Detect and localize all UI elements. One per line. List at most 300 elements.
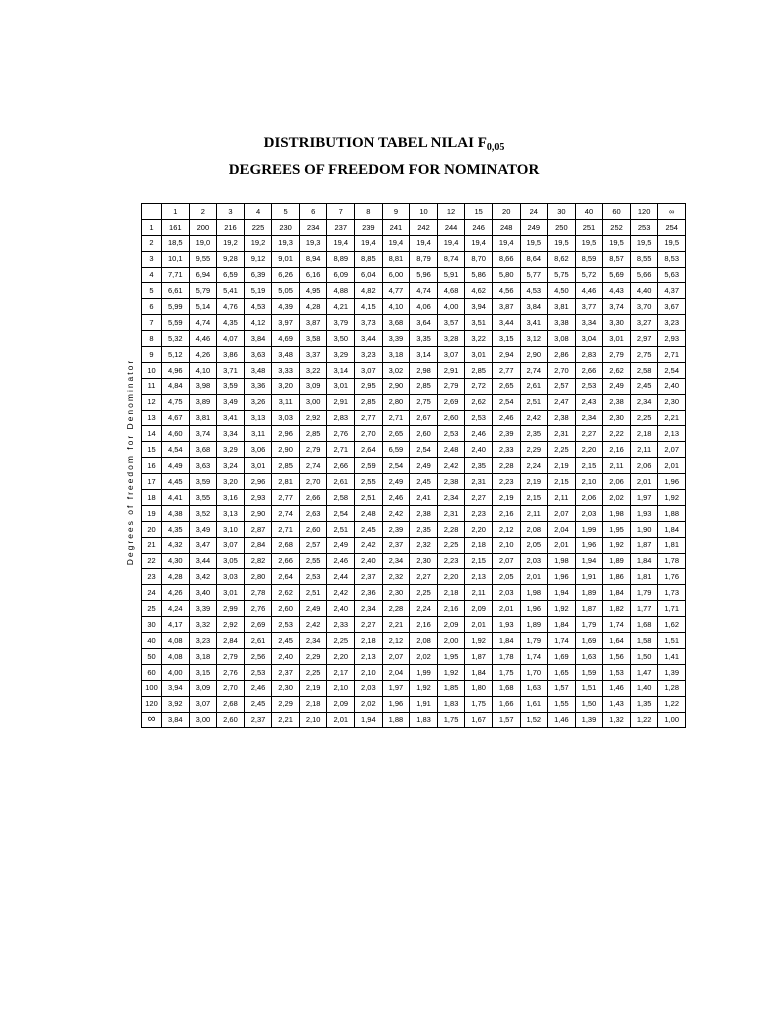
table-cell: 19,5	[548, 235, 576, 251]
table-cell: 2,60	[272, 601, 300, 617]
table-cell: 2,04	[548, 521, 576, 537]
table-cell: 1,80	[465, 680, 493, 696]
table-cell: 2,19	[520, 474, 548, 490]
table-cell: 3,41	[217, 410, 245, 426]
table-cell: 2,19	[299, 680, 327, 696]
table-cell: 19,0	[189, 235, 217, 251]
table-cell: 3,94	[162, 680, 190, 696]
table-cell: 2,60	[217, 712, 245, 728]
table-cell: 3,86	[217, 347, 245, 363]
table-cell: 4,07	[217, 331, 245, 347]
table-cell: 4,17	[162, 617, 190, 633]
table-cell: 3,81	[189, 410, 217, 426]
table-cell: 1,91	[410, 696, 438, 712]
table-cell: 2,74	[272, 505, 300, 521]
table-cell: 3,39	[382, 331, 410, 347]
row-header: 2	[142, 235, 162, 251]
table-row	[142, 251, 686, 267]
table-cell: 9,12	[244, 251, 272, 267]
table-row	[142, 712, 686, 728]
table-cell: 2,72	[465, 378, 493, 394]
table-cell: 5,19	[244, 283, 272, 299]
table-cell: 2,71	[327, 442, 355, 458]
table-cell: 1,92	[465, 633, 493, 649]
table-cell: 4,30	[162, 553, 190, 569]
table-cell: 6,59	[382, 442, 410, 458]
table-cell: 1,63	[575, 648, 603, 664]
row-header: 17	[142, 474, 162, 490]
table-cell: 3,70	[630, 299, 658, 315]
table-cell: 2,39	[382, 521, 410, 537]
table-cell: 4,46	[575, 283, 603, 299]
table-cell: 2,40	[465, 442, 493, 458]
table-cell: 244	[437, 219, 465, 235]
table-cell: 1,22	[658, 696, 686, 712]
table-cell: 2,03	[355, 680, 383, 696]
table-cell: 239	[355, 219, 383, 235]
table-cell: 2,25	[548, 442, 576, 458]
table-cell: 2,18	[355, 633, 383, 649]
table-cell: 3,77	[575, 299, 603, 315]
table-cell: 19,4	[355, 235, 383, 251]
table-cell: 3,23	[658, 315, 686, 331]
table-cell: 3,44	[355, 331, 383, 347]
table-row	[142, 696, 686, 712]
row-header: 4	[142, 267, 162, 283]
table-cell: 2,25	[437, 537, 465, 553]
table-cell: 3,58	[299, 331, 327, 347]
table-row	[142, 410, 686, 426]
table-cell: 2,96	[244, 474, 272, 490]
table-cell: 2,40	[658, 378, 686, 394]
table-cell: 2,62	[272, 585, 300, 601]
table-cell: 6,94	[189, 267, 217, 283]
table-cell: 2,78	[244, 585, 272, 601]
table-cell: 5,32	[162, 331, 190, 347]
table-cell: 2,51	[355, 490, 383, 506]
table-cell: 3,12	[520, 331, 548, 347]
table-cell: 8,53	[658, 251, 686, 267]
table-cell: 1,50	[575, 696, 603, 712]
table-cell: 2,20	[575, 442, 603, 458]
table-cell: 1,91	[575, 569, 603, 585]
table-cell: 4,21	[327, 299, 355, 315]
table-cell: 8,62	[548, 251, 576, 267]
header-row	[142, 204, 686, 220]
table-cell: 2,44	[327, 569, 355, 585]
table-cell: 4,41	[162, 490, 190, 506]
table-cell: 2,20	[327, 648, 355, 664]
table-cell: 2,12	[382, 633, 410, 649]
table-cell: 1,96	[658, 474, 686, 490]
table-cell: 1,40	[630, 680, 658, 696]
table-cell: 2,46	[244, 680, 272, 696]
table-cell: 2,45	[355, 521, 383, 537]
table-cell: 4,77	[382, 283, 410, 299]
table-cell: 6,61	[162, 283, 190, 299]
table-cell: 1,22	[630, 712, 658, 728]
table-cell: 3,37	[299, 347, 327, 363]
table-cell: 1,87	[575, 601, 603, 617]
table-cell: 1,92	[548, 601, 576, 617]
table-cell: 2,25	[327, 633, 355, 649]
table-cell: 8,55	[630, 251, 658, 267]
table-cell: 1,67	[465, 712, 493, 728]
table-cell: 2,34	[355, 601, 383, 617]
table-cell: 2,53	[244, 664, 272, 680]
table-cell: 4,28	[299, 299, 327, 315]
table-cell: 1,84	[492, 633, 520, 649]
table-cell: 2,85	[355, 394, 383, 410]
table-cell: 3,81	[548, 299, 576, 315]
table-cell: 2,80	[382, 394, 410, 410]
table-cell: 2,81	[272, 474, 300, 490]
table-cell: 2,28	[437, 521, 465, 537]
table-cell: 1,92	[603, 537, 631, 553]
table-cell: 2,37	[382, 537, 410, 553]
row-header: 19	[142, 505, 162, 521]
table-cell: 2,00	[437, 633, 465, 649]
table-cell: 2,80	[244, 569, 272, 585]
row-header: 21	[142, 537, 162, 553]
column-header: 8	[355, 204, 383, 220]
table-cell: 2,77	[492, 362, 520, 378]
table-cell: 2,90	[272, 442, 300, 458]
table-cell: 2,11	[548, 490, 576, 506]
table-cell: 5,86	[465, 267, 493, 283]
table-cell: 2,37	[244, 712, 272, 728]
table-cell: 1,61	[520, 696, 548, 712]
table-cell: 3,36	[244, 378, 272, 394]
table-cell: 2,31	[465, 474, 493, 490]
table-cell: 2,16	[437, 601, 465, 617]
table-cell: 2,38	[603, 394, 631, 410]
table-cell: 2,68	[272, 537, 300, 553]
table-cell: 5,05	[272, 283, 300, 299]
table-cell: 19,2	[244, 235, 272, 251]
table-cell: 2,21	[382, 617, 410, 633]
table-cell: 19,4	[327, 235, 355, 251]
table-cell: 1,89	[603, 553, 631, 569]
table-cell: 2,75	[630, 347, 658, 363]
table-cell: 1,74	[603, 617, 631, 633]
table-cell: 2,66	[299, 490, 327, 506]
table-cell: 237	[327, 219, 355, 235]
table-cell: 2,61	[244, 633, 272, 649]
table-cell: 2,61	[520, 378, 548, 394]
table-cell: 2,06	[575, 490, 603, 506]
table-cell: 8,64	[520, 251, 548, 267]
table-cell: 2,54	[327, 505, 355, 521]
title-subscript: 0,05	[486, 142, 505, 153]
table-cell: 2,55	[299, 553, 327, 569]
table-cell: 2,58	[630, 362, 658, 378]
table-cell: 9,28	[217, 251, 245, 267]
table-cell: 5,99	[162, 299, 190, 315]
table-cell: 2,19	[492, 490, 520, 506]
table-cell: 2,04	[382, 664, 410, 680]
table-cell: 3,07	[217, 537, 245, 553]
table-cell: 19,3	[299, 235, 327, 251]
table-cell: 1,52	[520, 712, 548, 728]
row-header: 22	[142, 553, 162, 569]
table-cell: 4,43	[603, 283, 631, 299]
table-cell: 3,84	[162, 712, 190, 728]
table-cell: 1,64	[603, 633, 631, 649]
row-header: 120	[142, 696, 162, 712]
table-cell: 1,88	[382, 712, 410, 728]
column-header: 5	[272, 204, 300, 220]
table-cell: 2,65	[382, 426, 410, 442]
row-header: 40	[142, 633, 162, 649]
table-cell: 2,15	[575, 458, 603, 474]
table-cell: 1,84	[658, 521, 686, 537]
table-cell: 4,10	[382, 299, 410, 315]
table-cell: 2,84	[244, 537, 272, 553]
column-header: 6	[299, 204, 327, 220]
table-cell: 1,75	[492, 664, 520, 680]
table-cell: 2,15	[520, 490, 548, 506]
table-cell: 6,16	[299, 267, 327, 283]
table-cell: 2,51	[299, 585, 327, 601]
table-cell: 3,06	[244, 442, 272, 458]
table-cell: 253	[630, 219, 658, 235]
table-cell: 1,41	[658, 648, 686, 664]
table-cell: 2,76	[217, 664, 245, 680]
table-cell: 9,55	[189, 251, 217, 267]
table-row	[142, 505, 686, 521]
table-cell: 2,12	[492, 521, 520, 537]
table-cell: 1,66	[492, 696, 520, 712]
row-header: 5	[142, 283, 162, 299]
table-cell: 4,45	[162, 474, 190, 490]
table-cell: 225	[244, 219, 272, 235]
table-cell: 1,75	[465, 696, 493, 712]
table-cell: 8,66	[492, 251, 520, 267]
table-cell: 3,14	[410, 347, 438, 363]
table-cell: 1,95	[603, 521, 631, 537]
table-cell: 4,68	[437, 283, 465, 299]
table-cell: 2,34	[575, 410, 603, 426]
table-cell: 3,01	[465, 347, 493, 363]
table-row	[142, 648, 686, 664]
table-cell: 4,88	[327, 283, 355, 299]
table-cell: 1,73	[658, 585, 686, 601]
table-cell: 4,50	[548, 283, 576, 299]
table-cell: 3,26	[244, 394, 272, 410]
table-cell: 10,1	[162, 251, 190, 267]
table-cell: 2,30	[382, 585, 410, 601]
table-cell: 249	[520, 219, 548, 235]
table-cell: 3,92	[162, 696, 190, 712]
table-cell: 5,69	[603, 267, 631, 283]
table-cell: 2,77	[272, 490, 300, 506]
table-cell: 2,53	[437, 426, 465, 442]
table-cell: 2,42	[382, 505, 410, 521]
table-cell: 3,05	[217, 553, 245, 569]
table-cell: 4,82	[355, 283, 383, 299]
table-cell: 2,55	[355, 474, 383, 490]
table-cell: 1,28	[658, 680, 686, 696]
table-cell: 1,70	[520, 664, 548, 680]
table-cell: 5,12	[162, 347, 190, 363]
table-cell: 3,27	[630, 315, 658, 331]
table-cell: 2,34	[299, 633, 327, 649]
table-cell: 3,13	[244, 410, 272, 426]
table-cell: 3,33	[272, 362, 300, 378]
table-cell: 2,25	[299, 664, 327, 680]
row-header: 1	[142, 219, 162, 235]
table-cell: 3,30	[603, 315, 631, 331]
table-cell: 4,00	[437, 299, 465, 315]
table-cell: 2,97	[630, 331, 658, 347]
table-cell: 2,46	[465, 426, 493, 442]
table-cell: 2,43	[575, 394, 603, 410]
denominator-axis-label-text: Degrees of freedom for Denominator	[125, 358, 135, 566]
table-cell: 2,18	[630, 426, 658, 442]
table-cell: 1,98	[603, 505, 631, 521]
table-cell: 5,75	[548, 267, 576, 283]
table-cell: 2,40	[272, 648, 300, 664]
table-cell: 1,71	[658, 601, 686, 617]
table-cell: 2,42	[520, 410, 548, 426]
table-cell: 3,87	[299, 315, 327, 331]
table-cell: 8,81	[382, 251, 410, 267]
table-cell: 1,35	[630, 696, 658, 712]
table-cell: 2,41	[410, 490, 438, 506]
table-cell: 241	[382, 219, 410, 235]
table-cell: 6,04	[355, 267, 383, 283]
table-cell: 1,94	[548, 585, 576, 601]
table-cell: 2,15	[465, 553, 493, 569]
table-cell: 3,01	[244, 458, 272, 474]
table-cell: 1,97	[630, 490, 658, 506]
table-row	[142, 442, 686, 458]
row-header: 24	[142, 585, 162, 601]
table-cell: 2,53	[272, 617, 300, 633]
table-cell: 1,84	[630, 553, 658, 569]
table-cell: 2,32	[410, 537, 438, 553]
table-cell: 3,59	[189, 474, 217, 490]
table-cell: 6,09	[327, 267, 355, 283]
table-cell: 18,5	[162, 235, 190, 251]
table-cell: 2,54	[658, 362, 686, 378]
column-header: 1	[162, 204, 190, 220]
table-row	[142, 617, 686, 633]
table-cell: 2,09	[465, 601, 493, 617]
table-cell: 2,29	[520, 442, 548, 458]
table-cell: 2,15	[548, 474, 576, 490]
table-cell: 3,64	[410, 315, 438, 331]
table-row	[142, 331, 686, 347]
table-cell: 3,18	[189, 648, 217, 664]
table-cell: 4,12	[244, 315, 272, 331]
table-cell: 2,47	[548, 394, 576, 410]
table-cell: 1,83	[410, 712, 438, 728]
table-cell: 2,46	[492, 410, 520, 426]
table-cell: 4,15	[355, 299, 383, 315]
table-cell: 2,54	[382, 458, 410, 474]
table-row	[142, 585, 686, 601]
table-cell: 3,89	[189, 394, 217, 410]
table-cell: 2,36	[355, 585, 383, 601]
table-cell: 8,70	[465, 251, 493, 267]
row-header: 20	[142, 521, 162, 537]
table-cell: 2,93	[658, 331, 686, 347]
table-cell: 2,42	[437, 458, 465, 474]
table-cell: 2,11	[603, 458, 631, 474]
table-cell: 4,53	[520, 283, 548, 299]
table-cell: 8,94	[299, 251, 327, 267]
table-cell: 4,26	[189, 347, 217, 363]
table-cell: 3,68	[189, 442, 217, 458]
corner-cell	[142, 204, 162, 220]
table-cell: 2,83	[575, 347, 603, 363]
table-cell: 2,33	[492, 442, 520, 458]
table-cell: 6,26	[272, 267, 300, 283]
table-cell: 2,10	[327, 680, 355, 696]
table-cell: 3,23	[189, 633, 217, 649]
table-cell: 19,3	[272, 235, 300, 251]
f-distribution-table	[141, 203, 686, 728]
table-cell: 2,30	[410, 553, 438, 569]
table-cell: 2,61	[327, 474, 355, 490]
table-cell: 1,46	[548, 712, 576, 728]
table-cell: 19,4	[382, 235, 410, 251]
table-cell: 2,27	[575, 426, 603, 442]
table-cell: 3,03	[217, 569, 245, 585]
table-cell: 3,48	[272, 347, 300, 363]
table-cell: 2,45	[630, 378, 658, 394]
table-cell: 4,10	[189, 362, 217, 378]
table-cell: 2,91	[327, 394, 355, 410]
table-cell: 2,05	[492, 569, 520, 585]
table-cell: 2,51	[520, 394, 548, 410]
table-row	[142, 664, 686, 680]
table-cell: 2,83	[327, 410, 355, 426]
table-cell: 1,00	[658, 712, 686, 728]
row-header: 60	[142, 664, 162, 680]
table-cell: 230	[272, 219, 300, 235]
table-cell: 2,46	[382, 490, 410, 506]
table-cell: 2,01	[492, 601, 520, 617]
table-cell: 1,99	[575, 521, 603, 537]
table-cell: 3,63	[244, 347, 272, 363]
table-cell: 2,40	[355, 553, 383, 569]
table-cell: 1,84	[603, 585, 631, 601]
table-cell: 3,20	[272, 378, 300, 394]
table-cell: 2,02	[355, 696, 383, 712]
table-cell: 4,84	[162, 378, 190, 394]
table-cell: 2,48	[437, 442, 465, 458]
table-cell: 1,93	[630, 505, 658, 521]
table-cell: 3,22	[465, 331, 493, 347]
table-cell: 3,35	[410, 331, 438, 347]
table-cell: 3,51	[465, 315, 493, 331]
table-cell: 1,62	[658, 617, 686, 633]
table-cell: 2,17	[327, 664, 355, 680]
table-cell: 3,68	[382, 315, 410, 331]
table-cell: 4,74	[410, 283, 438, 299]
table-cell: 2,70	[548, 362, 576, 378]
table-cell: 5,59	[162, 315, 190, 331]
column-header: 24	[520, 204, 548, 220]
table-cell: 1,63	[520, 680, 548, 696]
table-cell: 2,49	[410, 458, 438, 474]
table-cell: 1,89	[520, 617, 548, 633]
page-title	[0, 135, 768, 153]
table-cell: 1,98	[548, 553, 576, 569]
